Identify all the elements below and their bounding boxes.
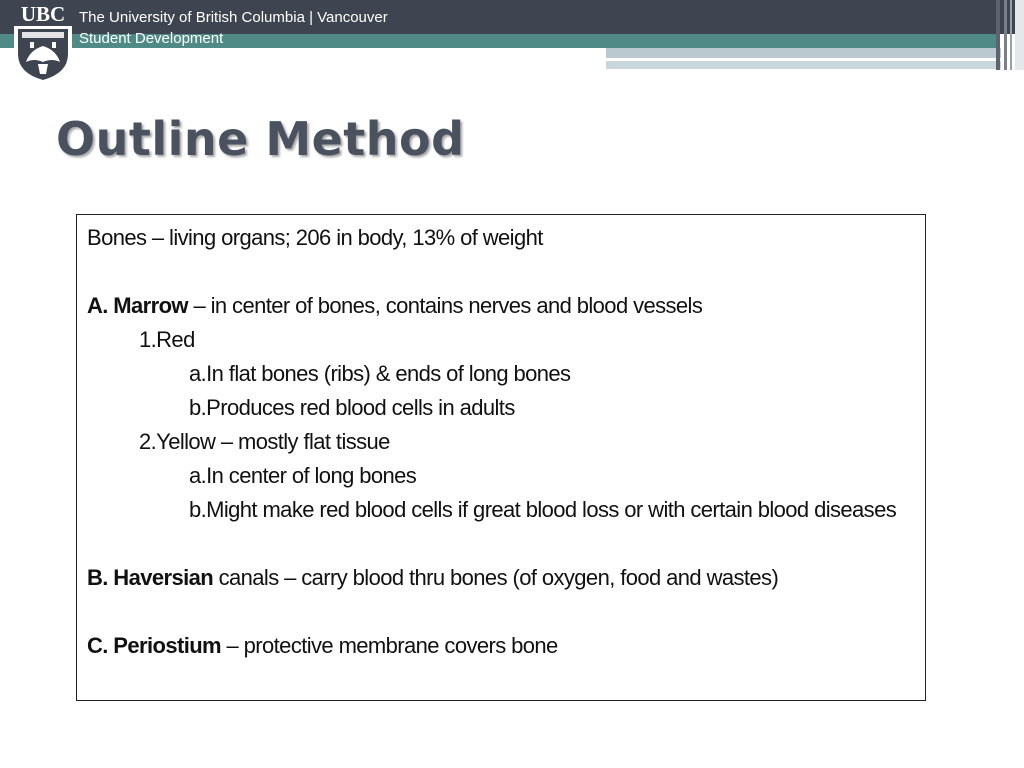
section-text: canals – carry blood thru bones (of oxygen, food and wastes) bbox=[213, 565, 779, 590]
subitem-yellow-b: b.Might make red blood cells if great blood loss or with certain blood diseases bbox=[189, 497, 897, 522]
header-text bbox=[79, 7, 388, 49]
ubc-logo-text: UBC bbox=[20, 2, 66, 26]
outline-box bbox=[76, 214, 926, 701]
university-name: The University of British Columbia | Vancouver bbox=[79, 9, 388, 26]
header-stripe bbox=[1004, 0, 1007, 70]
slide-title: Outline Method bbox=[56, 112, 465, 166]
subitem-red-a: a.In flat bones (ribs) & ends of long bones bbox=[189, 361, 571, 386]
subitem-red-b: b.Produces red blood cells in adults bbox=[189, 395, 515, 420]
section-haversian bbox=[87, 561, 915, 595]
subitem-yellow: 2.Yellow – mostly flat tissue bbox=[139, 429, 390, 454]
section-text: – protective membrane covers bone bbox=[221, 633, 558, 658]
section-heading: C. Periostium bbox=[87, 633, 222, 658]
header-stripe bbox=[996, 0, 1000, 70]
section-heading: A. Marrow bbox=[87, 293, 188, 318]
section-periostium bbox=[87, 629, 915, 663]
ubc-logo bbox=[8, 2, 78, 86]
subitem-yellow-a: a.In center of long bones bbox=[189, 463, 417, 488]
section-marrow bbox=[87, 289, 915, 323]
intro-line: Bones – living organs; 206 in body, 13% of weight bbox=[87, 225, 543, 250]
header-light-bar bbox=[606, 48, 1001, 58]
department-name: Student Development bbox=[79, 30, 224, 47]
header-stripe bbox=[1015, 0, 1024, 70]
header-stripe bbox=[1010, 0, 1012, 70]
header-light-bar-lower bbox=[606, 61, 1001, 69]
subitem-red: 1.Red bbox=[139, 327, 195, 352]
section-text: – in center of bones, contains nerves and blood vessels bbox=[187, 293, 703, 318]
section-heading: B. Haversian bbox=[87, 565, 214, 590]
